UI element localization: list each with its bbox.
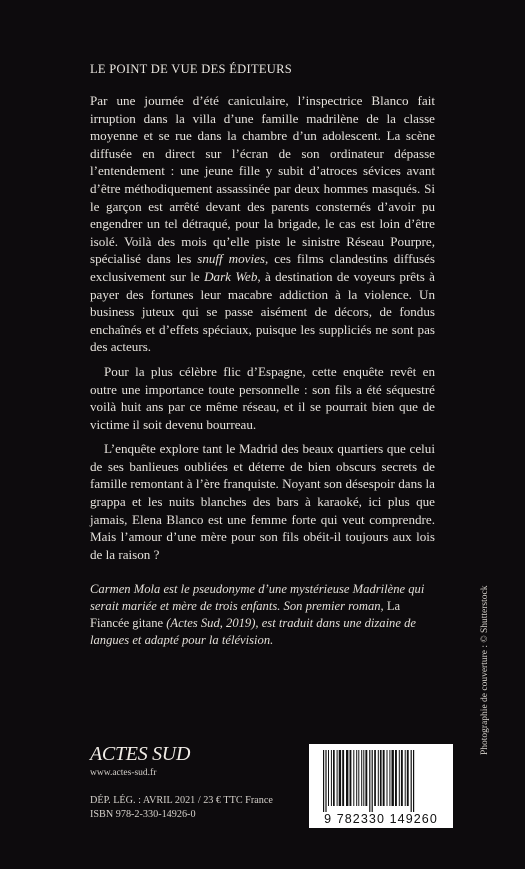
synopsis-paragraph-3: L’enquête explore tant le Madrid des beaux quartiers que celui de ses banlieues oubliées et déterre de bien obscurs secrets de famille remontant à l’ère franquiste. Noyant son désespoir dans la grappa et les nuits blanches des bars à karaoké, ici plus que jamais, Elena Blanco est une femme forte qui veut comprendre. Mais l’amour d’une mère pour son fils obéit-il toujours aux lois de la raison ? (90, 441, 435, 562)
synopsis-paragraph-2: Pour la plus célèbre flic d’Espagne, cette enquête revêt en outre une importance toute personnelle : son fils a été séquestré voilà huit ans par ce même réseau, et il se pourrait bien que de victime il soit devenu bourreau. (90, 363, 435, 432)
photo-credit: Photographie de couverture : © Shutterstock (480, 585, 490, 755)
barcode-number: 9 782330 149260 (324, 812, 438, 826)
legal-deposit: DÉP. LÉG. : AVRIL 2021 / 23 € TTC France (90, 795, 273, 806)
publisher-logo: ACTES SUD (90, 743, 191, 765)
isbn: ISBN 978-2-330-14926-0 (90, 809, 196, 820)
author-bio: Carmen Mola est le pseudonyme d’une mystérieuse Madrilène qui serait mariée et mère de trois enfants. Son premier roman, La Fiancée gitane (Actes Sud, 2019), est traduit dans une dizaine de langues et adapté pour la télévision. (90, 582, 425, 647)
synopsis (90, 92, 435, 570)
barcode (309, 744, 453, 828)
section-heading: LE POINT DE VUE DES ÉDITEURS (90, 62, 293, 76)
barcode-bars (309, 744, 453, 812)
synopsis-paragraph-1: Par une journée d’été caniculaire, l’inspectrice Blanco fait irruption dans la villa d’une famille madrilène de la classe moyenne et se rue dans la chambre d’un adolescent. La scène diffusée en direct sur l’écran de son ordinateur dépasse l’entendement : une jeune fille y subit d’atroces sévices avant d’être méthodiquement assassinée par deux hommes masqués. Si le garçon est arrêté devant des parents consternés d’avoir pu engendrer un tel détraqué, pour la brigade, le cas est loin d’être isolé. Voilà des mois qu’elle piste le sinistre Réseau Pourpre, spécialisé dans les snuff movies, ces films clandestins diffusés exclusivement sur le Dark Web, à destination de voyeurs prêts à payer des fortunes leur macabre addiction à la violence. Un business juteux qui se passe aisément de décors, de fondus enchaînés et d’effets spéciaux, puisque les suppliciés ne sont pas des acteurs. (90, 93, 436, 355)
publisher-website: www.actes-sud.fr (90, 768, 157, 778)
legal-info (90, 794, 273, 822)
